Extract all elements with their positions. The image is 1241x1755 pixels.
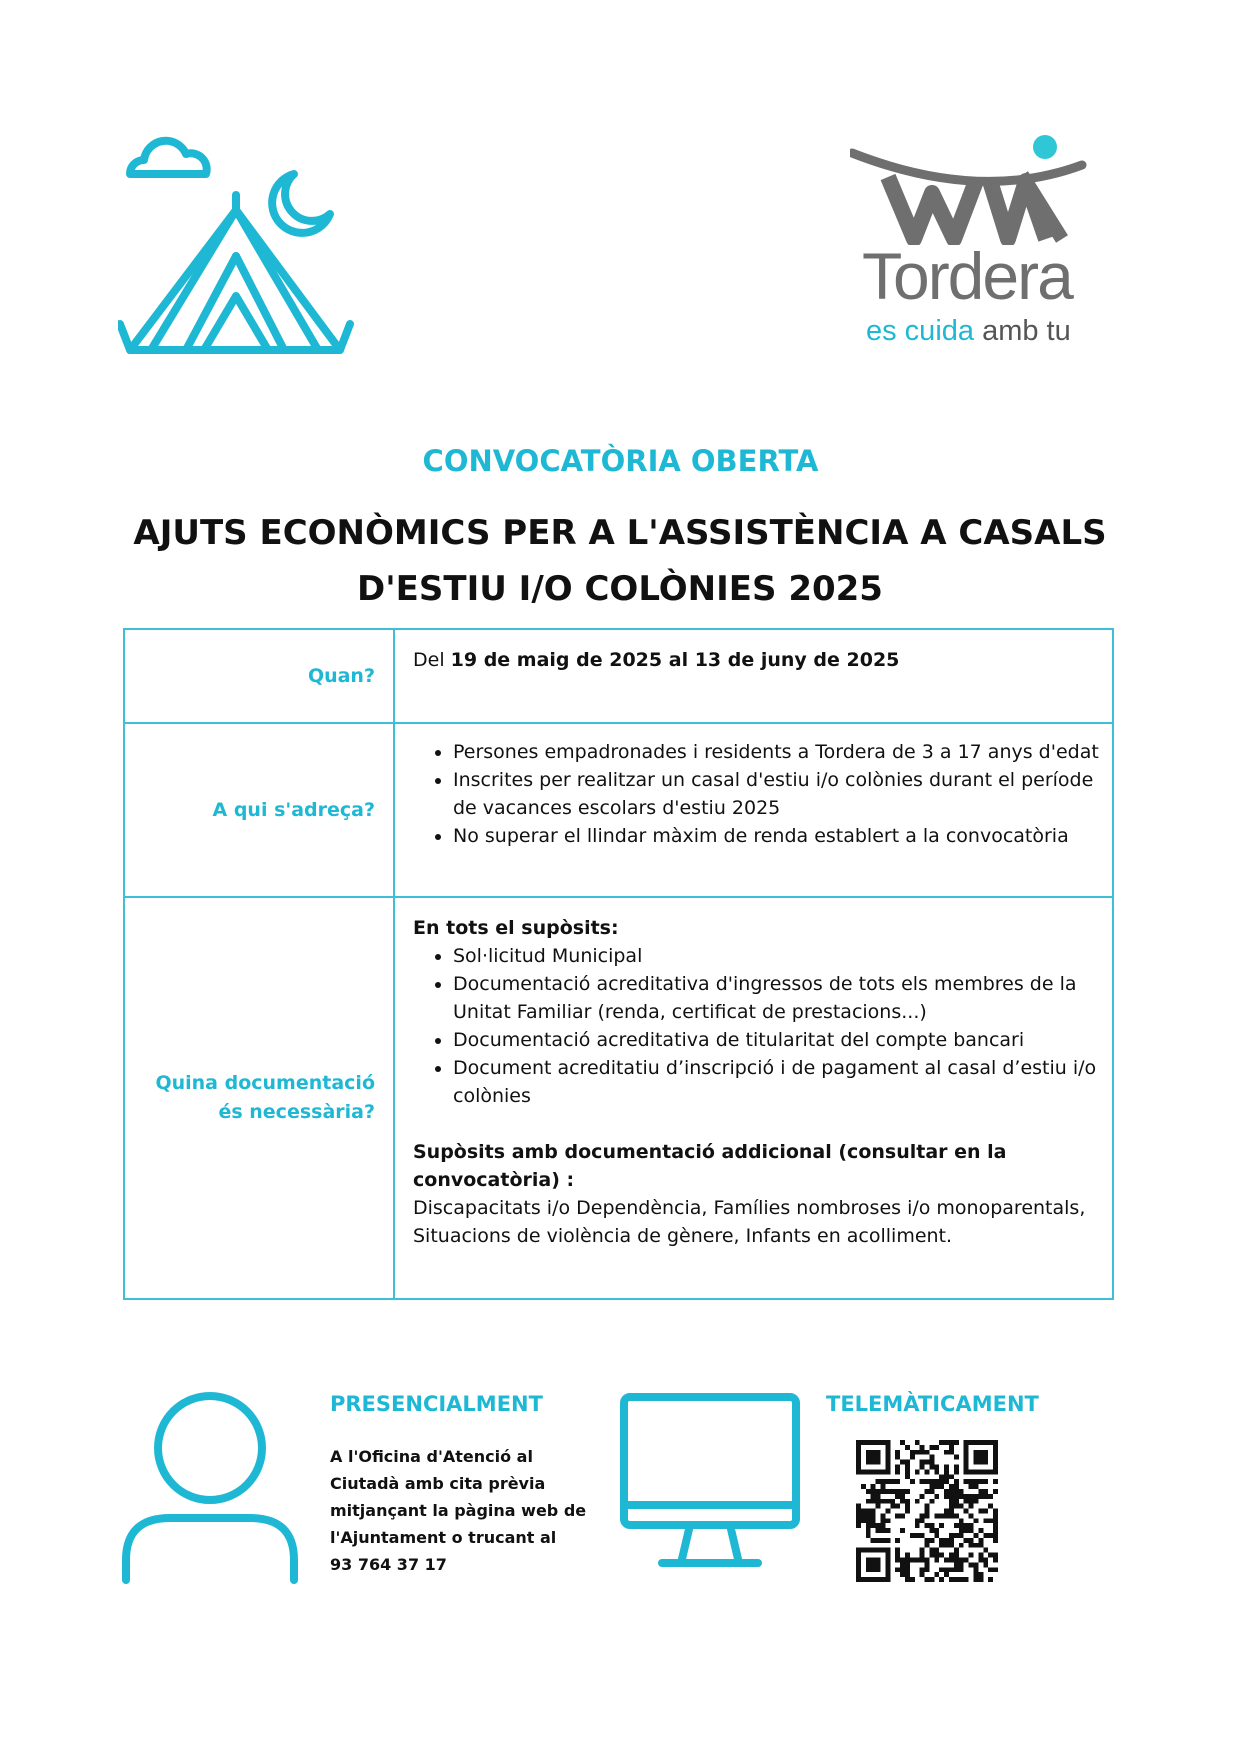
- moon-icon: [272, 174, 330, 233]
- cloud-icon: [130, 141, 207, 174]
- info-table: [123, 628, 1114, 1300]
- page-title: AJUTS ECONÒMICS PER A L'ASSISTÈNCIA A CASALS D'ESTIU I/O COLÒNIES 2025: [133, 513, 1107, 609]
- presencial-heading: PRESENCIALMENT: [330, 1392, 543, 1416]
- a-qui-label: A qui s'adreça?: [124, 723, 394, 897]
- a-qui-content: [394, 723, 1113, 897]
- documentacio-content: [394, 897, 1113, 1299]
- qr-code[interactable]: [856, 1440, 998, 1582]
- table-row-quan: [124, 629, 1113, 723]
- telematic-heading: TELEMÀTICAMENT: [826, 1392, 1039, 1416]
- documentacio-heading: En tots el supòsits:: [413, 917, 619, 939]
- documentacio-list: [413, 942, 1102, 1110]
- person-icon: [120, 1390, 300, 1590]
- presencial-text: A l'Oficina d'Atenció al Ciutadà amb cita prèvia mitjançant la pàgina web de l'Ajuntament o trucant al 93 764 37 17: [330, 1447, 587, 1574]
- additional-text: Discapacitats i/o Dependència, Famílies nombroses i/o monoparentals, Situacions de violència de gènere, Infants en acolliment.: [413, 1197, 1086, 1247]
- quan-label: Quan?: [124, 629, 394, 723]
- list-item: • Document acreditatiu d’inscripció i de pagament al casal d’estiu i/o colònies: [453, 1054, 1102, 1110]
- quan-content: Del 19 de maig de 2025 al 13 de juny de 2025: [394, 629, 1113, 723]
- list-item: • Persones empadronades i residents a Tordera de 3 a 17 anys d'edat: [453, 738, 1102, 766]
- additional-heading: Supòsits amb documentació addicional (consultar en la convocatòria) :: [413, 1141, 1007, 1191]
- documentacio-label: Quina documentació és necessària?: [124, 897, 394, 1299]
- list-item: • Documentació acreditativa d'ingressos de tots els membres de la Unitat Familiar (renda, certificat de prestacions...): [453, 970, 1102, 1026]
- viva-tordera-logo: [850, 135, 1120, 355]
- list-item: • Inscrites per realitzar un casal d'estiu i/o colònies durant el període de vacances escolars d'estiu 2025: [453, 766, 1102, 822]
- logo-tagline: es cuida amb tu: [866, 315, 1071, 347]
- quan-dates: 19 de maig de 2025 al 13 de juny de 2025: [450, 649, 900, 671]
- monitor-icon: [620, 1393, 800, 1573]
- list-item: • No superar el llindar màxim de renda establert a la convocatòria: [453, 822, 1102, 850]
- logo-word: Tordera: [862, 239, 1072, 313]
- table-row-a-qui: [124, 723, 1113, 897]
- logo-figures: [850, 135, 1120, 245]
- list-item: • Documentació acreditativa de titularitat del compte bancari: [453, 1026, 1102, 1054]
- list-item: • Sol·licitud Municipal: [453, 942, 1102, 970]
- a-qui-list: [413, 738, 1102, 850]
- subtitle: CONVOCATÒRIA OBERTA: [422, 444, 819, 478]
- tent-icon: [118, 128, 378, 368]
- table-row-documentacio: [124, 897, 1113, 1299]
